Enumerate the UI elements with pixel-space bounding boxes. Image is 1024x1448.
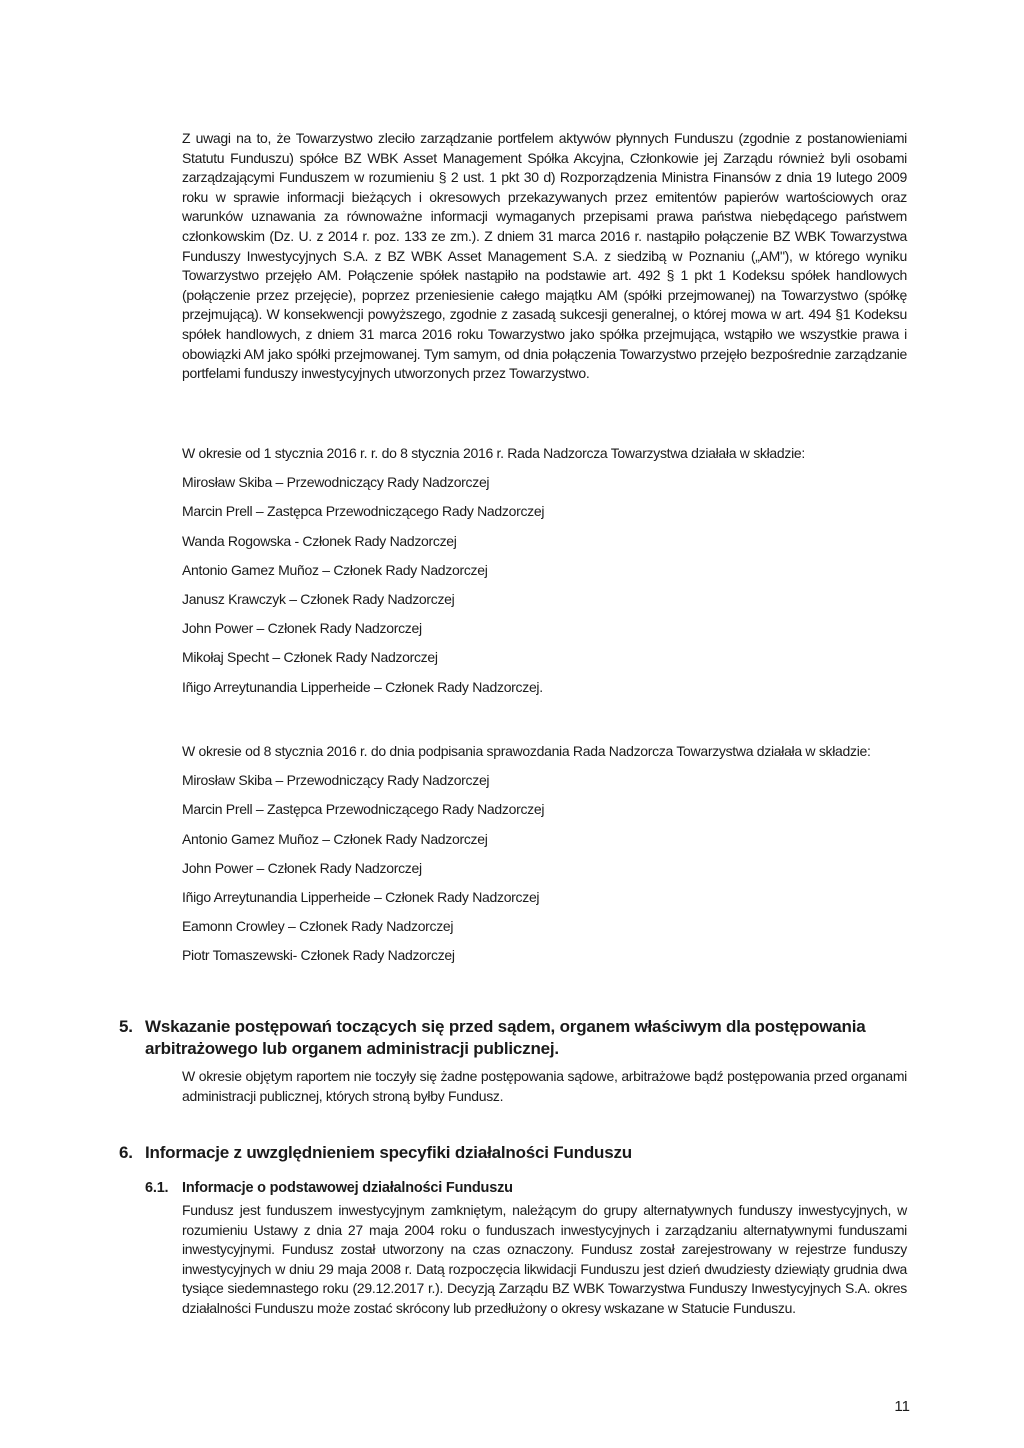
section-number: 5.: [119, 1017, 133, 1036]
list-item: Wanda Rogowska - Członek Rady Nadzorczej: [182, 532, 457, 549]
list-item: Iñigo Arreytunandia Lipperheide – Członek Rady Nadzorczej: [182, 888, 540, 905]
list-item: Marcin Prell – Zastępca Przewodniczącego Rady Nadzorczej: [182, 801, 545, 818]
board-period-1: [182, 444, 907, 707]
list-item: Iñigo Arreytunandia Lipperheide – Członek Rady Nadzorczej.: [182, 678, 543, 695]
list-item: Eamonn Crowley – Członek Rady Nadzorczej: [182, 918, 454, 935]
list-item: Piotr Tomaszewski- Członek Rady Nadzorczej: [182, 947, 455, 964]
section-6-1-heading: [145, 1178, 905, 1198]
section-title: Wskazanie postępowań toczących się przed sądem, organem właściwym dla postępowania arbitrażowego lub organem administracji publicznej.: [145, 1017, 866, 1058]
section-title: Informacje z uwzględnieniem specyfiki działalności Funduszu: [145, 1143, 632, 1162]
section-5-text: W okresie objętym raportem nie toczyły się żadne postępowania sądowe, arbitrażowe bądź postępowania przed organami administracji publicznej, których stroną byłby Fundusz.: [182, 1068, 907, 1104]
list-item: Antonio Gamez Muñoz – Członek Rady Nadzorczej: [182, 561, 488, 578]
section-6-heading: [119, 1142, 909, 1164]
intro-paragraph: Z uwagi na to, że Towarzystwo zleciło zarządzanie portfelem aktywów płynnych Funduszu (zgodnie z postanowieniami Statutu Funduszu) spółce BZ WBK Asset Management Spółka Akcyjna, Członkowie jej Zarządu również byli osobami zarządzającymi Funduszem w rozumieniu § 2 ust. 1 pkt 30 d) Rozporządzenia Ministra Finansów z dnia 19 lutego 2009 roku w sprawie informacji bieżących i okresowych przekazywanych przez emitentów papierów wartościowych oraz warunków uznawania za równoważne informacji wymaganych przepisami prawa państwa niebędącego państwem członkowskim (Dz. U. z 2014 r. poz. 133 ze zm.). Z dniem 31 marca 2016 r. nastąpiło połączenie BZ WBK Towarzystwa Funduszy Inwestycyjnych S.A. z BZ WBK Asset Management S.A. z siedzibą w Poznaniu („AM"), w którego wyniku Towarzystwo przejęło AM. Połączenie spółek nastąpiło na podstawie art. 492 § 1 pkt 1 Kodeksu spółek handlowych (połączenie przez przejęcie), poprzez przeniesienie całego majątku AM (spółki przejmowanej) na Towarzystwo (spółkę przejmującą). W konsekwencji powyższego, zgodnie z zasadą sukcesji generalnej, o której mowa w art. 494 §1 Kodeksu spółek handlowych, z dniem 31 marca 2016 roku Towarzystwo jako spółka przejmująca, wstąpiło we wszystkie prawa i obowiązki AM jako spółki przejmowanej. Tym samym, od dnia połączenia Towarzystwo przejęło bezpośrednie zarządzanie portfelami funduszy inwestycyjnych utworzonych przez Towarzystwo.: [182, 130, 907, 382]
subsection-number: 6.1.: [145, 1180, 169, 1196]
list-item: Antonio Gamez Muñoz – Członek Rady Nadzorczej: [182, 830, 488, 847]
list-item: Mikołaj Specht – Członek Rady Nadzorczej: [182, 649, 438, 666]
board-period-1-members: [182, 473, 907, 707]
section-5-heading: [119, 1016, 909, 1060]
list-item: John Power – Członek Rady Nadzorczej: [182, 620, 422, 637]
board-period-2-members: [182, 771, 907, 975]
board-period-2: [182, 742, 907, 976]
list-item: Mirosław Skiba – Przewodniczący Rady Nadzorczej: [182, 772, 490, 789]
list-item: Marcin Prell – Zastępca Przewodniczącego Rady Nadzorczej: [182, 503, 545, 520]
list-item: John Power – Członek Rady Nadzorczej: [182, 859, 422, 876]
board-period-2-intro: W okresie od 8 stycznia 2016 r. do dnia podpisania sprawozdania Rada Nadzorcza Towarzystwa działała w składzie:: [182, 743, 871, 759]
section-number: 6.: [119, 1143, 133, 1162]
page-number: 11: [894, 1398, 910, 1415]
subsection-title: Informacje o podstawowej działalności Funduszu: [182, 1180, 513, 1196]
board-period-1-intro: W okresie od 1 stycznia 2016 r. r. do 8 stycznia 2016 r. Rada Nadzorcza Towarzystwa działała w składzie:: [182, 445, 805, 461]
list-item: Janusz Krawczyk – Członek Rady Nadzorczej: [182, 590, 455, 607]
list-item: Mirosław Skiba – Przewodniczący Rady Nadzorczej: [182, 474, 490, 491]
section-6-1-text: Fundusz jest funduszem inwestycyjnym zamkniętym, należącym do grupy alternatywnych funduszy inwestycyjnych, w rozumieniu Ustawy z dnia 27 maja 2004 roku o funduszach inwestycyjnych i zarządzaniu alternatywnymi funduszami inwestycyjnymi. Fundusz został utworzony na czas oznaczony. Fundusz został zarejestrowany w rejestrze funduszy inwestycyjnych w dniu 29 maja 2008 r. Datą rozpoczęcia likwidacji Funduszu jest dzień dwudziesty dziewiąty grudnia dwa tysiące siedemnastego roku (29.12.2017 r.). Decyzją Zarządu BZ WBK Towarzystwa Funduszy Inwestycyjnych S.A. okres działalności Funduszu może zostać skrócony lub przedłużony o okresy wskazane w Statucie Funduszu.: [182, 1202, 907, 1316]
